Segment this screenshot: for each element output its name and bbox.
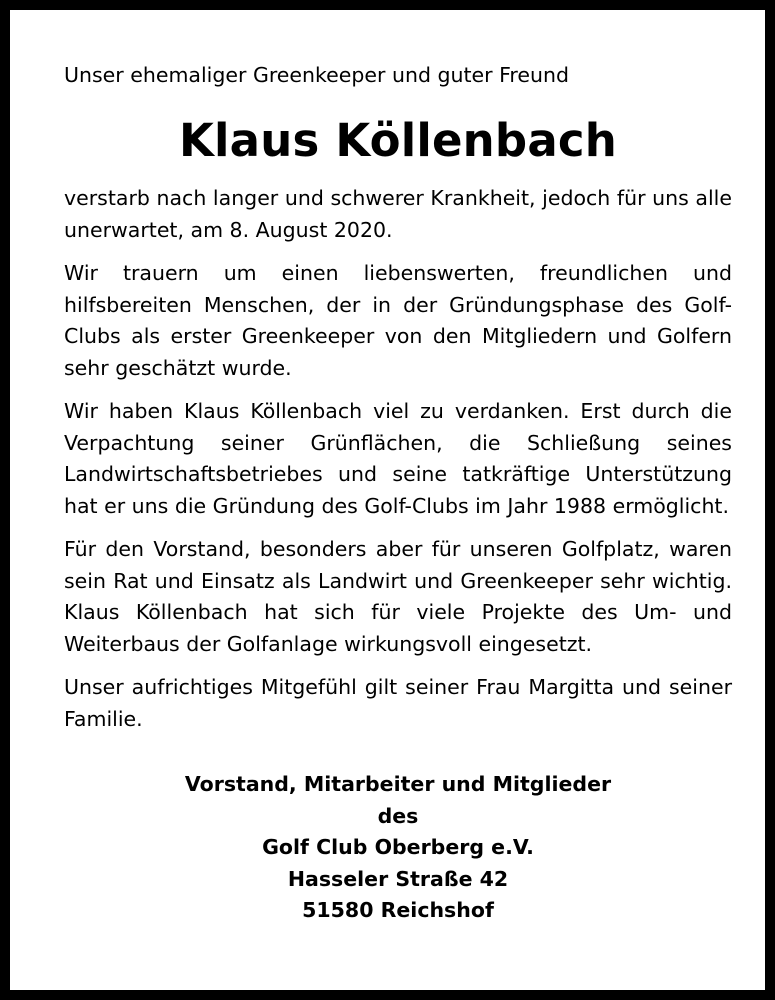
paragraph-gratitude: Wir haben Klaus Köllenbach viel zu verdanken. Erst durch die Verpachtung seiner Grünflächen, die Schließung seines Landwirtschaftsbetriebes und seine tatkräftige Unterstützung hat er uns die Gründung des Golf-Clubs im Jahr 1988 ermöglicht. <box>64 399 732 518</box>
paragraph-mourning: Wir trauern um einen liebenswerten, freundlichen und hilfsbereiten Menschen, der in der Gründungsphase des Golf-Clubs als erster Greenkeeper von den Mitgliedern und Golfern sehr geschätzt wurde. <box>64 261 732 380</box>
signature-street: Hasseler Straße 42 <box>287 866 509 891</box>
paragraph-board: Für den Vorstand, besonders aber für unseren Golfplatz, waren sein Rat und Einsatz als Landwirt und Greenkeeper sehr wichtig. Klaus Köllenbach hat sich für viele Projekte des Um- und Weiterbaus der Golfanlage wirkungsvoll eingesetzt. <box>64 537 732 656</box>
obituary-content <box>64 60 732 927</box>
intro-line: Unser ehemaliger Greenkeeper und guter Freund <box>64 63 569 87</box>
signature-block <box>64 769 732 927</box>
paragraph-condolences: Unser aufrichtiges Mitgefühl gilt seiner Frau Margitta und seiner Familie. <box>64 675 732 731</box>
signature-line-board: Vorstand, Mitarbeiter und Mitglieder <box>184 772 612 796</box>
signature-line-des: des <box>377 803 419 828</box>
signature-city: 51580 Reichshof <box>302 898 494 922</box>
signature-club-name: Golf Club Oberberg e.V. <box>262 835 534 859</box>
paragraph-death-announcement: verstarb nach langer und schwerer Krankheit, jedoch für uns alle unerwartet, am 8. August 2020. <box>64 186 732 242</box>
deceased-name: Klaus Köllenbach <box>178 114 618 167</box>
